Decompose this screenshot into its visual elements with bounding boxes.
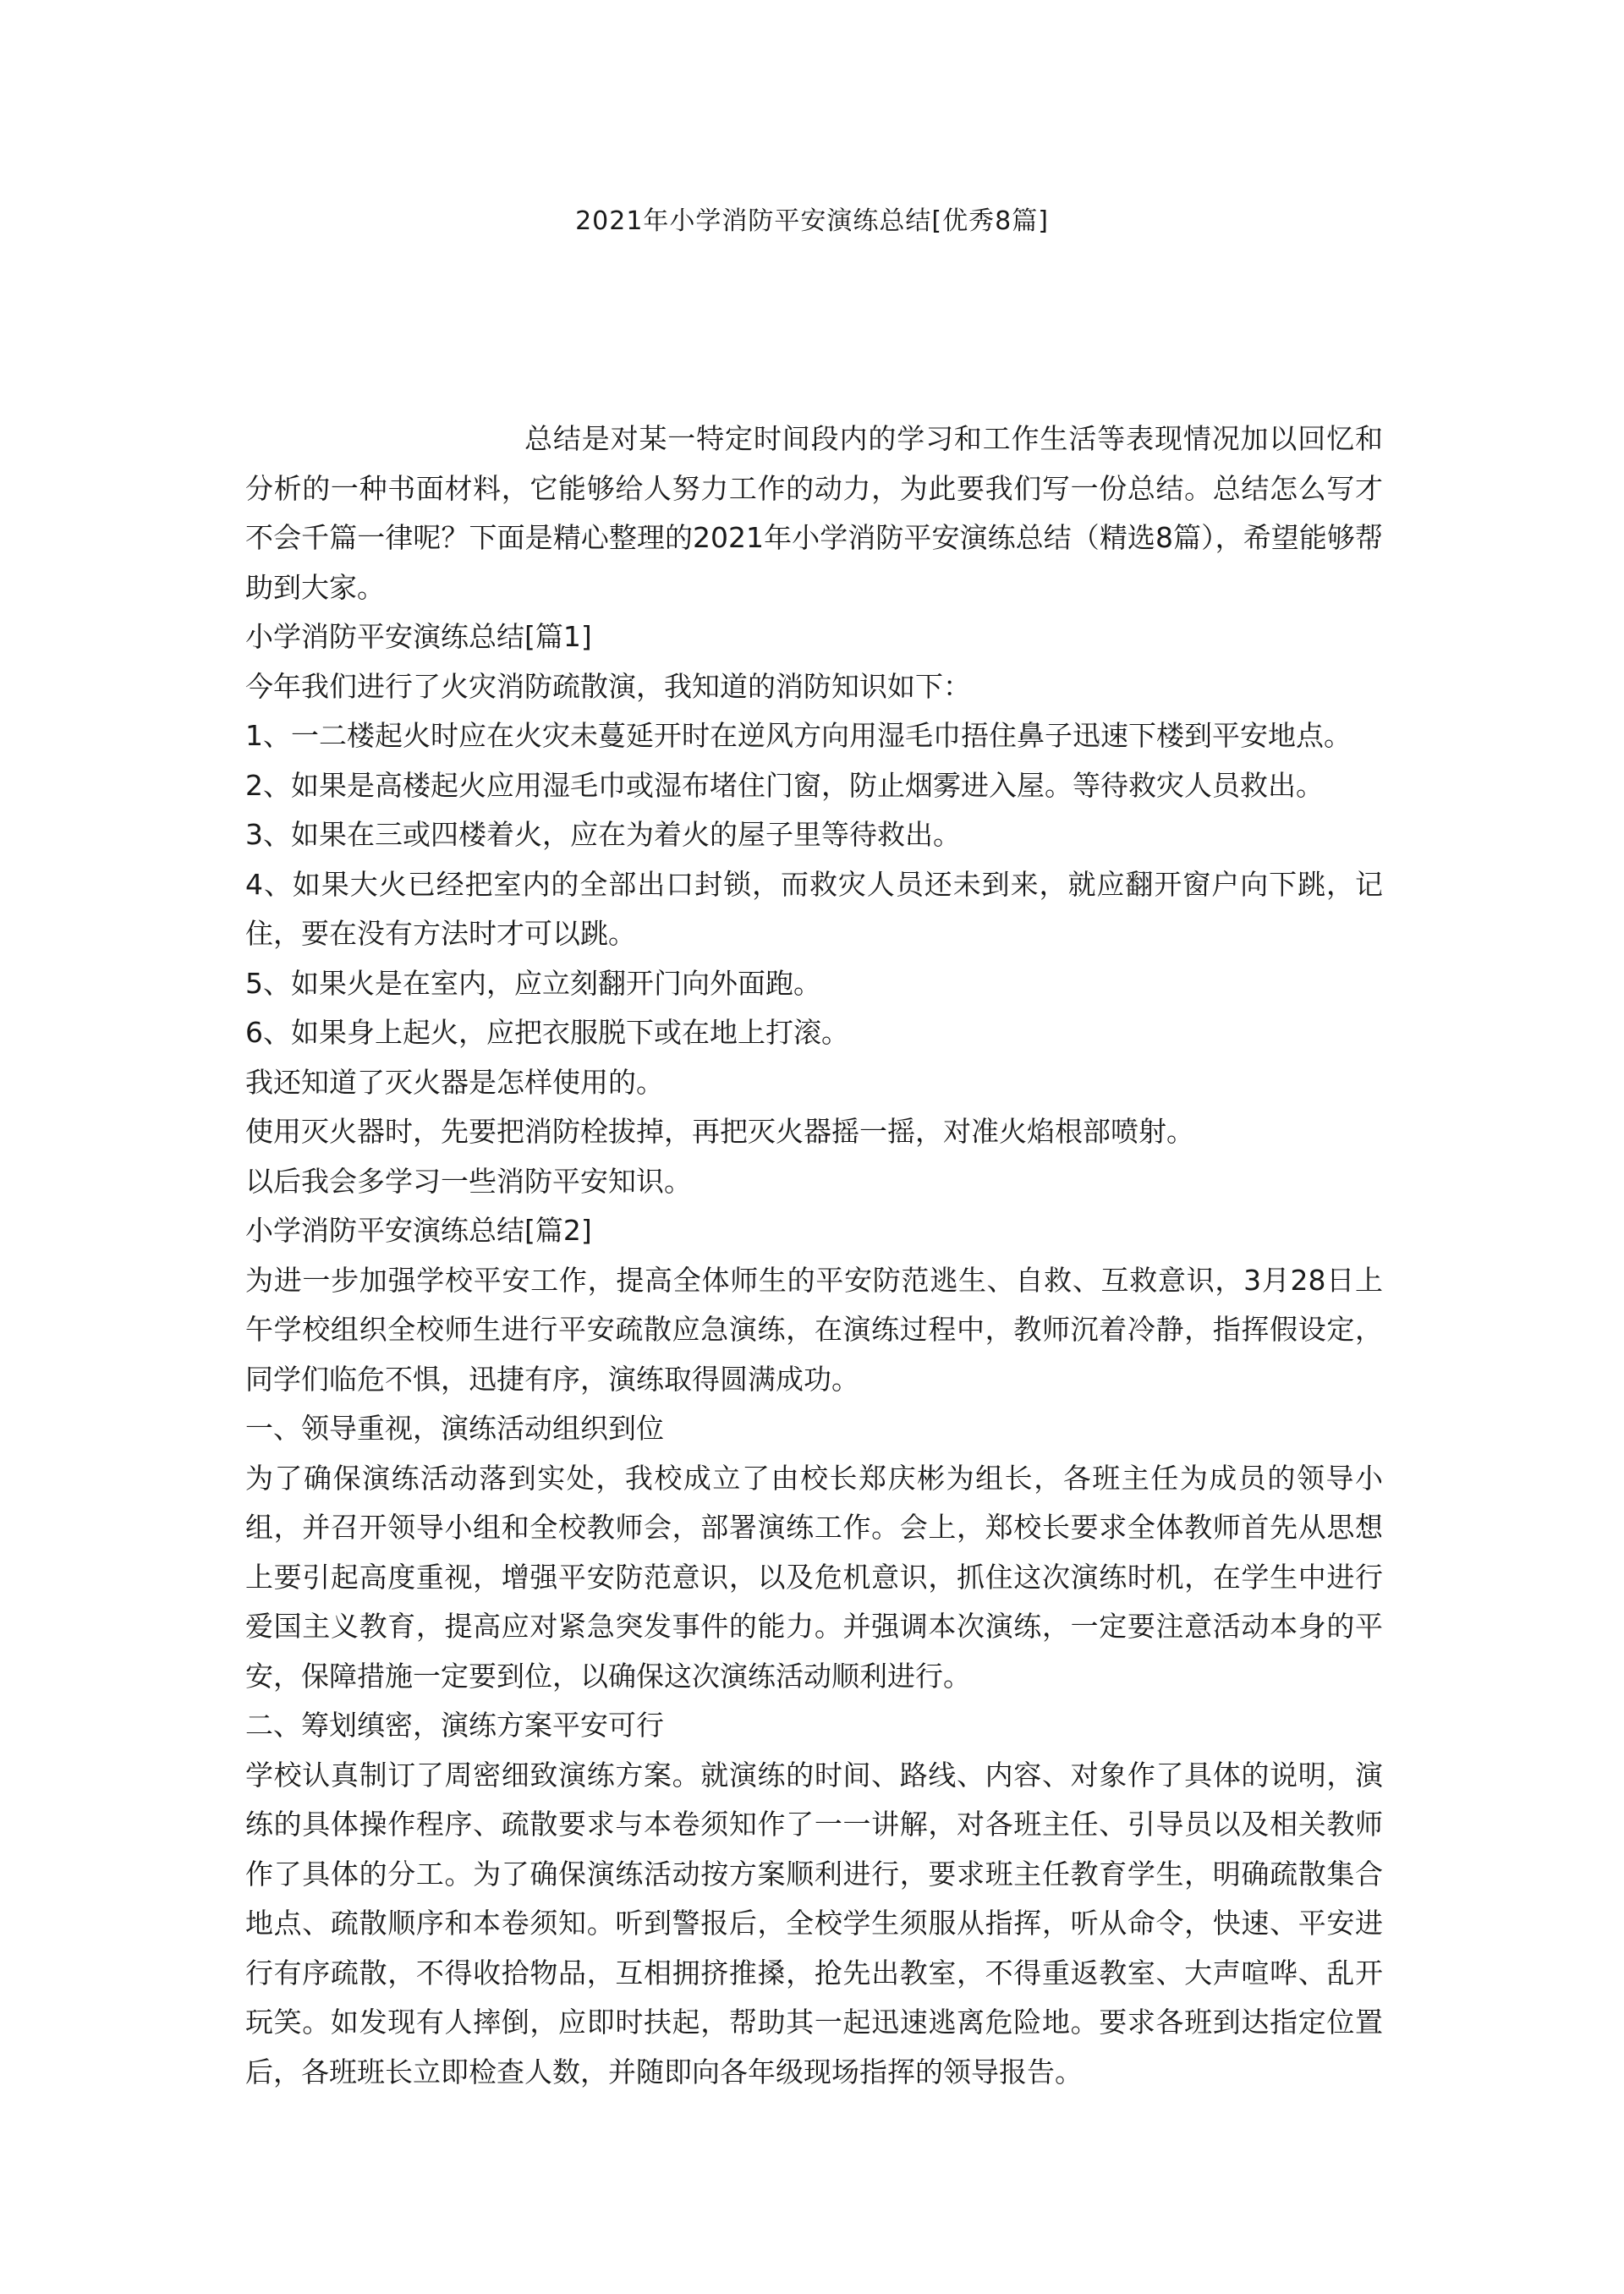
intro-paragraph: 总结是对某一特定时间段内的学习和工作生活等表现情况加以回忆和分析的一种书面材料，它能够给人努力工作的动力，为此要我们写一份总结。总结怎么写才不会千篇一律呢？下面是精心整理的2021年小学消防平安演练总结（精选8篇），希望能够帮助到大家。 bbox=[245, 422, 1383, 604]
document-body bbox=[245, 414, 1383, 2097]
paragraph: 今年我们进行了火灾消防疏散演，我知道的消防知识如下： bbox=[245, 669, 971, 703]
paragraph: 学校认真制订了周密细致演练方案。就演练的时间、路线、内容、对象作了具体的说明，演练的具体操作程序、疏散要求与本卷须知作了一一讲解，对各班主任、引导员以及相关教师作了具体的分工。为了确保演练活动按方案顺利进行，要求班主任教育学生，明确疏散集合地点、疏散顺序和本卷须知。听到警报后，全校学生须服从指挥，听从命令，快速、平安进行有序疏散，不得收拾物品，互相拥挤推搡，抢先出教室，不得重返教室、大声喧哗、乱开玩笑。如发现有人摔倒，应即时扶起，帮助其一起迅速逃离危险地。要求各班到达指定位置后，各班班长立即检查人数，并随即向各年级现场指挥的领导报告。 bbox=[245, 1758, 1383, 2088]
paragraph: 为进一步加强学校平安工作，提高全体师生的平安防范逃生、自救、互救意识，3月28日上午学校组织全校师生进行平安疏散应急演练，在演练过程中，教师沉着冷静，指挥假设定，同学们临危不惧，迅捷有序，演练取得圆满成功。 bbox=[245, 1263, 1383, 1396]
section-heading-2: 小学消防平安演练总结[篇2] bbox=[245, 1214, 592, 1247]
paragraph: 为了确保演练活动落到实处，我校成立了由校长郑庆彬为组长，各班主任为成员的领导小组，并召开领导小组和全校教师会，部署演练工作。会上，郑校长要求全体教师首先从思想上要引起高度重视，增强平安防范意识，以及危机意识，抓住这次演练时机，在学生中进行爱国主义教育，提高应对紧急突发事件的能力。并强调本次演练，一定要注意活动本身的平安，保障措施一定要到位，以确保这次演练活动顺利进行。 bbox=[245, 1461, 1383, 1693]
paragraph: 我还知道了灭火器是怎样使用的。 bbox=[245, 1065, 664, 1099]
subheading: 二、筹划缜密，演练方案平安可行 bbox=[245, 1709, 664, 1742]
list-item: 5、如果火是在室内，应立刻翻开门向外面跑。 bbox=[245, 966, 821, 1000]
section-heading-1: 小学消防平安演练总结[篇1] bbox=[245, 620, 592, 653]
paragraph: 以后我会多学习一些消防平安知识。 bbox=[245, 1164, 692, 1198]
list-item: 3、如果在三或四楼着火，应在为着火的屋子里等待救出。 bbox=[245, 818, 961, 851]
list-item: 6、如果身上起火，应把衣服脱下或在地上打滚。 bbox=[245, 1016, 849, 1049]
list-item: 4、如果大火已经把室内的全部出口封锁，而救灾人员还未到来，就应翻开窗户向下跳，记住，要在没有方法时才可以跳。 bbox=[245, 867, 1383, 950]
paragraph: 使用灭火器时，先要把消防栓拔掉，再把灭火器摇一摇，对准火焰根部喷射。 bbox=[245, 1115, 1194, 1148]
subheading: 一、领导重视，演练活动组织到位 bbox=[245, 1412, 664, 1445]
document-title: 2021年小学消防平安演练总结[优秀8篇] bbox=[575, 206, 1049, 236]
list-item: 2、如果是高楼起火应用湿毛巾或湿布堵住门窗，防止烟雾进入屋。等待救灾人员救出。 bbox=[245, 768, 1324, 802]
list-item: 1、一二楼起火时应在火灾未蔓延开时在逆风方向用湿毛巾捂住鼻子迅速下楼到平安地点。 bbox=[245, 719, 1352, 752]
